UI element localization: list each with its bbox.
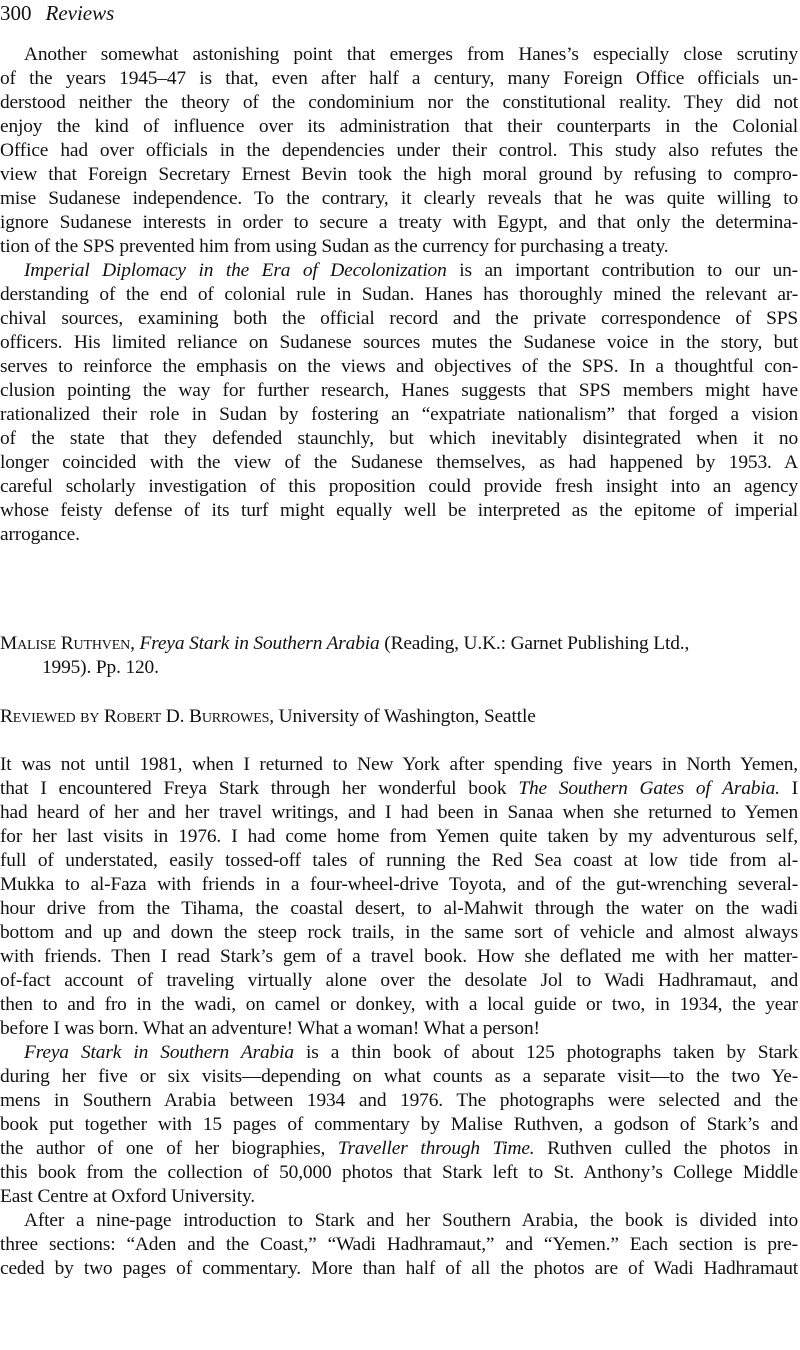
text-line: ceded by two pages of commentary. More than half of all the photos are of Wadi Hadhramaut [0,1258,798,1279]
book-title: Traveller through Time. [337,1138,535,1159]
text-line: longer coincided with the view of the Sudanese themselves, as had happened by 1953. A [0,452,798,473]
text-line: careful scholarly investigation of this proposition could provide fresh insight into an agency [0,476,798,497]
text-line: whose feisty defense of its turf might equally well be interpreted as the epitome of imperial [0,500,798,521]
text-line [0,259,798,283]
text-line: during her five or six visits—depending on what counts as a separate visit—to the two Ye- [0,1066,798,1087]
text-line: enjoy the kind of influence over its administration that their counterparts in the Colonial [0,116,798,137]
book-title: Freya Stark in Southern Arabia [139,633,380,654]
text-line: of-fact account of traveling virtually alone over the desolate Jol to Wadi Hadhramaut, and [0,970,798,991]
text-span: that I encountered Freya Stark through her wonderful book [0,778,519,799]
text-span: is a thin book of about 125 photographs taken by Stark [293,1042,798,1063]
text-line: tion of the SPS prevented him from using Sudan as the currency for purchasing a treaty. [0,236,669,257]
text-span: Ruthven culled the photos in [534,1138,798,1159]
text-span: is an important contribution to our un- [446,260,798,281]
text-line: three sections: “Aden and the Coast,” “Wadi Hadhramaut,” and “Yemen.” Each section is pre- [0,1234,798,1255]
text-line: Mukka to al-Faza with friends in a four-wheel-drive Toyota, and of the gut-wrenching several- [0,874,798,895]
text-line: serves to reinforce the emphasis on the views and objectives of the SPS. In a thoughtful con- [0,356,798,377]
reviewer-line [0,705,798,729]
text-line [0,1137,798,1161]
text-line [0,777,798,801]
text-line: derstood neither the theory of the condominium nor the constitutional reality. They did not [0,92,798,113]
book-title: The Southern Gates of Arabia. [518,778,780,799]
text-span: I [779,778,798,799]
text-line: mise Sudanese independence. To the contrary, it clearly reveals that he was quite willing to [0,188,798,209]
text-line: After a nine-page introduction to Stark and her Southern Arabia, the book is divided into [24,1210,798,1231]
text-line: rationalized their role in Sudan by fostering an “expatriate nationalism” that forged a vision [0,404,798,425]
text-line: full of understated, easily tossed-off tales of running the Red Sea coast at low tide from al- [0,850,798,871]
citation-line [0,632,798,656]
text-line: for her last visits in 1976. I had come home from Yemen quite taken by my adventurous self, [0,826,798,847]
book-title: Freya Stark in Southern Arabia [24,1042,294,1063]
text-line: book put together with 15 pages of commentary by Malise Ruthven, a godson of Stark’s and [0,1114,798,1135]
text-span: , [130,633,140,654]
text-line [0,1041,798,1065]
text-line: mens in Southern Arabia between 1934 and 1976. The photographs were selected and the [0,1090,798,1111]
text-line: chival sources, examining both the official record and the private correspondence of SPS [0,308,798,329]
reviewer-name: Reviewed by Robert D. Burrowes [0,706,270,727]
book-author: Malise Ruthven [0,633,131,654]
text-line: ignore Sudanese interests in order to secure a treaty with Egypt, and that only the determina- [0,212,798,233]
text-line: then to and fro in the wadi, on camel or donkey, with a local guide or two, in 1934, the year [0,994,798,1015]
text-line: It was not until 1981, when I returned to New York after spending five years in North Yemen, [0,754,798,775]
text-line: Another somewhat astonishing point that emerges from Hanes’s especially close scrutiny [24,44,798,65]
text-line: view that Foreign Secretary Ernest Bevin took the high moral ground by refusing to compro- [0,164,798,185]
text-line: clusion pointing the way for further research, Hanes suggests that SPS members might have [0,380,798,401]
reviewer-affiliation: , University of Washington, Seattle [269,706,536,727]
page-number: 300 [0,1,32,25]
text-line: of the state that they defended staunchly, but which inevitably disintegrated when it no [0,428,798,449]
book-title: Imperial Diplomacy in the Era of Decolonization [24,260,447,281]
citation-line: 1995). Pp. 120. [42,657,159,678]
text-span: the author of one of her biographies, [0,1138,338,1159]
text-line: of the years 1945–47 is that, even after half a century, many Foreign Office officials un- [0,68,798,89]
text-line: before I was born. What an adventure! What a woman! What a person! [0,1018,540,1039]
text-line: had heard of her and her travel writings, and I had been in Sanaa when she returned to Yemen [0,802,798,823]
text-line: Office had over officials in the dependencies under their control. This study also refutes the [0,140,798,161]
text-line: East Centre at Oxford University. [0,1186,255,1207]
running-head [0,0,114,26]
section-title: Reviews [45,1,115,25]
text-line: bottom and up and down the steep rock trails, in the same sort of vehicle and almost always [0,922,798,943]
text-line: this book from the collection of 50,000 photos that Stark left to St. Anthony’s College Middle [0,1162,798,1183]
text-line: derstanding of the end of colonial rule in Sudan. Hanes has thoroughly mined the relevant ar- [0,284,798,305]
text-line: officers. His limited reliance on Sudanese sources mutes the Sudanese voice in the story, but [0,332,798,353]
text-line: hour drive from the Tihama, the coastal desert, to al-Mahwit through the water on the wadi [0,898,798,919]
text-line: arrogance. [0,524,80,545]
text-line: with friends. Then I read Stark’s gem of a travel book. How she deflated me with her matter- [0,946,798,967]
publication-info: (Reading, U.K.: Garnet Publishing Ltd., [379,633,690,654]
